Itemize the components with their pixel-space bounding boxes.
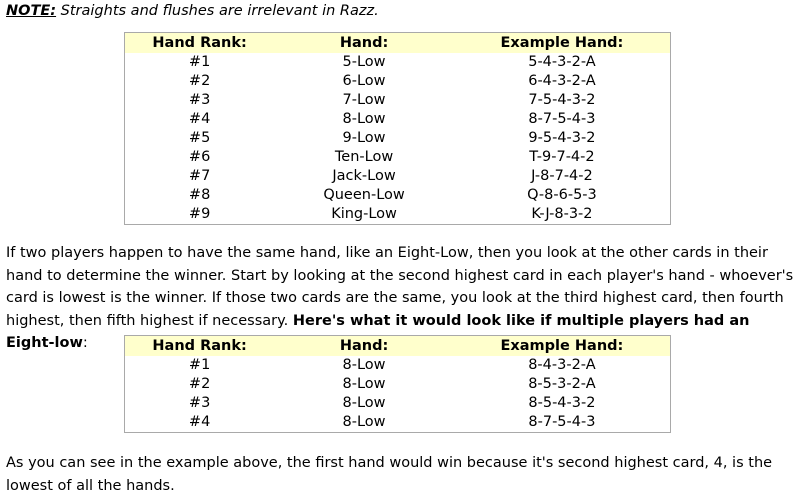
- hand-cell: 6-Low: [342, 73, 386, 89]
- hand-cell: Jack-Low: [332, 168, 396, 184]
- table-row: [125, 91, 671, 110]
- eight-low-table: [124, 335, 671, 433]
- hand-cell: 8-Low: [342, 376, 386, 392]
- example-cell: 8-7-5-4-3: [528, 414, 596, 430]
- tie-break-text: If two players happen to have the same hand, like an Eight-Low, then you look at the other cards in their hand to determine the winner. Start by looking at the second highest card in each player's hand - whoever's card is lowest is the winner. If those two cards are the same, you look at the third highest card, then fourth highest, then fifth highest if necessary.: [6, 245, 794, 329]
- example-cell: J-8-7-4-2: [531, 168, 593, 184]
- header-example-hand: Example Hand:: [454, 336, 671, 357]
- rank-cell: #9: [188, 206, 211, 222]
- table-row: [125, 148, 671, 167]
- hand-cell: 7-Low: [342, 92, 386, 108]
- hand-cell: King-Low: [331, 206, 397, 222]
- example-cell: 7-5-4-3-2: [528, 92, 596, 108]
- table-row: [125, 205, 671, 225]
- header-example-hand: Example Hand:: [454, 33, 671, 54]
- example-cell: 8-7-5-4-3: [528, 111, 596, 127]
- hand-cell: Ten-Low: [334, 149, 394, 165]
- rank-cell: #3: [188, 395, 211, 411]
- example-cell: 6-4-3-2-A: [528, 73, 596, 89]
- example-cell: K-J-8-3-2: [531, 206, 593, 222]
- hand-cell: 9-Low: [342, 130, 386, 146]
- table-row: [125, 129, 671, 148]
- rank-cell: #6: [188, 149, 211, 165]
- table-row: [125, 356, 671, 375]
- example-cell: 9-5-4-3-2: [528, 130, 596, 146]
- example-cell: Q-8-6-5-3: [527, 187, 597, 203]
- hand-cell: 8-Low: [342, 111, 386, 127]
- tie-break-bold-text: Here's what it would look like if multiple players had an Eight-low: [6, 312, 750, 352]
- conclusion-text: As you can see in the example above, the first hand would win because it's second highest card, 4, is the lowest of all the hands.: [6, 455, 773, 494]
- example-cell: 8-4-3-2-A: [528, 357, 596, 373]
- table-row: [125, 53, 671, 72]
- header-hand-rank: Hand Rank:: [125, 336, 275, 357]
- rank-cell: #8: [188, 187, 211, 203]
- hand-cell: Queen-Low: [323, 187, 405, 203]
- table-header-row: [125, 336, 671, 357]
- table-row: [125, 186, 671, 205]
- table-row: [125, 167, 671, 186]
- example-cell: 5-4-3-2-A: [528, 54, 596, 70]
- note-text: Straights and flushes are irrelevant in Razz.: [56, 3, 379, 19]
- tie-break-tail: :: [82, 335, 88, 352]
- table-row: [125, 413, 671, 433]
- header-hand: Hand:: [274, 33, 454, 54]
- header-hand-rank: Hand Rank:: [125, 33, 275, 54]
- hand-rank-table: [124, 32, 671, 225]
- example-cell: 8-5-3-2-A: [528, 376, 596, 392]
- hand-cell: 5-Low: [342, 54, 386, 70]
- note-label: NOTE:: [6, 3, 57, 19]
- conclusion-paragraph: [6, 452, 794, 497]
- example-cell: T-9-7-4-2: [529, 149, 595, 165]
- rank-cell: #5: [188, 130, 211, 146]
- table-row: [125, 110, 671, 129]
- rank-cell: #4: [188, 111, 211, 127]
- rank-cell: #1: [188, 54, 211, 70]
- rank-cell: #2: [188, 73, 211, 89]
- example-cell: 8-5-4-3-2: [528, 395, 596, 411]
- hand-cell: 8-Low: [342, 395, 386, 411]
- hand-cell: 8-Low: [342, 414, 386, 430]
- rank-cell: #7: [188, 168, 211, 184]
- rank-cell: #2: [188, 376, 211, 392]
- table-row: [125, 375, 671, 394]
- header-hand: Hand:: [274, 336, 454, 357]
- rank-cell: #3: [188, 92, 211, 108]
- note-line: [6, 1, 379, 21]
- rank-cell: #4: [188, 414, 211, 430]
- table-row: [125, 394, 671, 413]
- hand-cell: 8-Low: [342, 357, 386, 373]
- rank-cell: #1: [188, 357, 211, 373]
- table-row: [125, 72, 671, 91]
- table-header-row: [125, 33, 671, 54]
